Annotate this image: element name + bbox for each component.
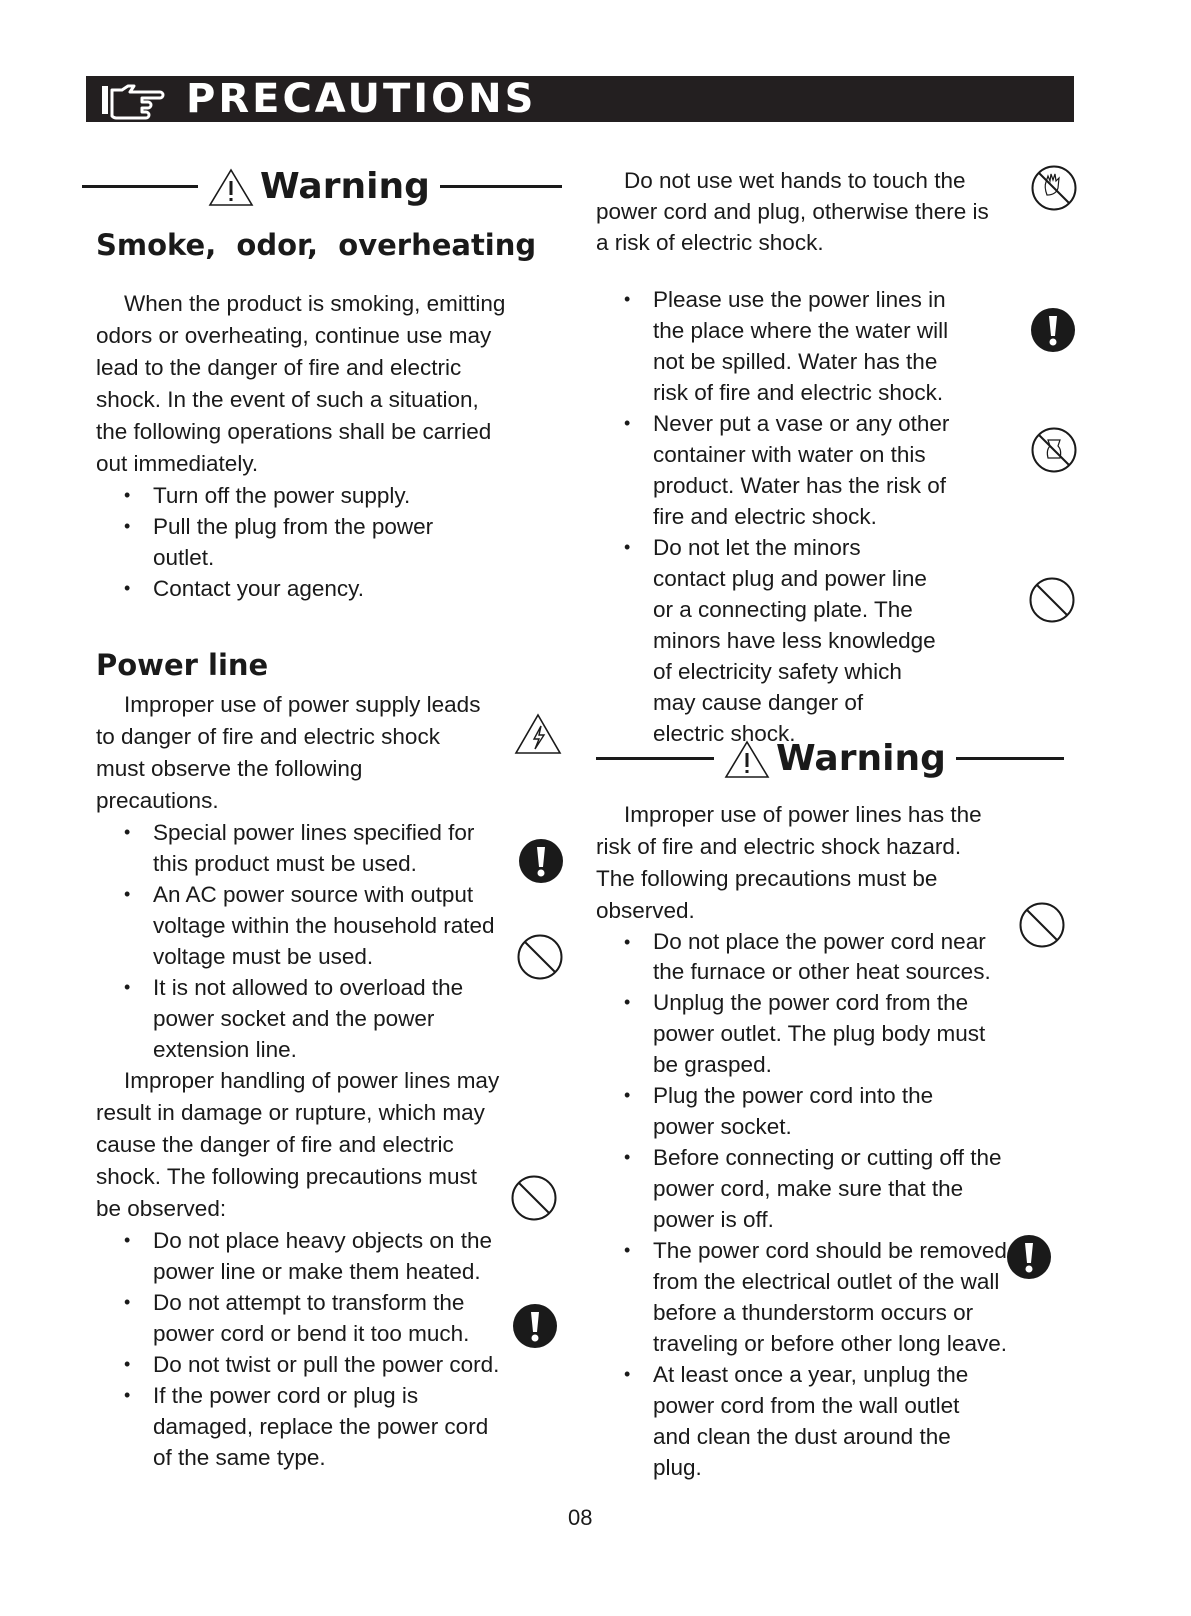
list-item: • Turn off the power supply. — [96, 480, 516, 511]
section-heading-smoke: Smoke, odor, overheating — [96, 228, 537, 262]
power-line-intro: Improper use of power supply leads to danger of fire and electric shock must observe the following precautions. — [96, 692, 481, 813]
smoke-bullets — [96, 480, 516, 604]
wet-hands-section — [596, 165, 996, 258]
page-number: 08 — [568, 1505, 593, 1530]
smoke-intro: When the product is smoking, emitting odors or overheating, continue use may lead to the danger of fire and electric shock. In the event of such a situation, the following operations shall be carried out immediately. — [96, 291, 506, 476]
list-item: • The power cord should be removed from the electrical outlet of the wall before a thunderstorm occurs or traveling or before other long leave. — [596, 1235, 1008, 1359]
list-item: • Do not place the power cord near the furnace or other heat sources. — [596, 927, 1008, 987]
pointing-hand-icon — [98, 76, 168, 122]
mandatory-action-icon — [512, 1303, 558, 1349]
list-item: • Do not attempt to transform the power cord or bend it too much. — [96, 1287, 506, 1349]
list-item: • Before connecting or cutting off the power cord, make sure that the power is off. — [596, 1142, 1008, 1235]
wet-hands-text: Do not use wet hands to touch the power cord and plug, otherwise there is a risk of electric shock. — [596, 168, 989, 255]
power-line-bullets-2 — [96, 1225, 506, 1473]
prohibited-icon — [510, 1174, 558, 1222]
list-item: • It is not allowed to overload the power socket and the power extension line. — [96, 972, 506, 1065]
list-item: • At least once a year, unplug the power cord from the wall outlet and clean the dust around the plug. — [596, 1359, 1008, 1483]
warning-divider-left — [82, 166, 562, 207]
list-item: • Do not twist or pull the power cord. — [96, 1349, 506, 1380]
power-lines-warning-section — [596, 799, 1008, 1483]
mandatory-action-icon — [518, 838, 564, 884]
warning-triangle-icon — [208, 167, 254, 207]
list-item: • Contact your agency. — [96, 573, 516, 604]
power-line-intro-2: Improper handling of power lines may result in damage or rupture, which may cause the danger of fire and electric shock. The following precautions must be observed: — [96, 1068, 500, 1221]
list-item: • Please use the power lines in the place where the water will not be spilled. Water has the risk of fire and electric shock. — [596, 284, 1006, 408]
section-heading-power-line: Power line — [96, 648, 269, 682]
electric-hazard-icon — [514, 712, 562, 756]
mandatory-action-icon — [1030, 307, 1076, 353]
power-line-bullets — [96, 817, 506, 1065]
power-lines-bullets — [596, 927, 1008, 1483]
no-wet-hands-icon — [1030, 164, 1078, 212]
mandatory-action-icon — [1006, 1234, 1052, 1280]
prohibited-icon — [1018, 901, 1066, 949]
warning-label: Warning — [776, 738, 946, 779]
prohibited-icon — [1028, 576, 1076, 624]
smoke-section — [96, 288, 516, 604]
list-item: • Plug the power cord into the power socket. — [596, 1080, 1008, 1142]
header-banner — [86, 76, 1074, 122]
power-lines-intro: Improper use of power lines has the risk of fire and electric shock hazard. The following precautions must be observed. — [596, 802, 982, 923]
page-title: PRECAUTIONS — [186, 76, 537, 122]
water-bullets-section — [596, 284, 1006, 749]
warning-divider-right — [596, 738, 1064, 779]
list-item: • Do not place heavy objects on the power line or make them heated. — [96, 1225, 506, 1287]
list-item: • If the power cord or plug is damaged, replace the power cord of the same type. — [96, 1380, 506, 1473]
list-item: • An AC power source with output voltage within the household rated voltage must be used. — [96, 879, 506, 972]
list-item: • Do not let the minors contact plug and power line or a connecting plate. The minors have less knowledge of electricity safety which may cause danger of electric shock. — [596, 532, 1006, 749]
warning-label: Warning — [260, 166, 430, 207]
power-line-section — [96, 689, 506, 1473]
prohibited-icon — [516, 933, 564, 981]
warning-triangle-icon — [724, 739, 770, 779]
list-item: • Unplug the power cord from the power outlet. The plug body must be grasped. — [596, 987, 1008, 1080]
list-item: • Pull the plug from the power outlet. — [96, 511, 516, 573]
list-item: • Special power lines specified for this product must be used. — [96, 817, 506, 879]
no-water-container-icon — [1030, 426, 1078, 474]
water-bullets — [596, 284, 1006, 749]
list-item: • Never put a vase or any other container with water on this product. Water has the risk of fire and electric shock. — [596, 408, 1006, 532]
